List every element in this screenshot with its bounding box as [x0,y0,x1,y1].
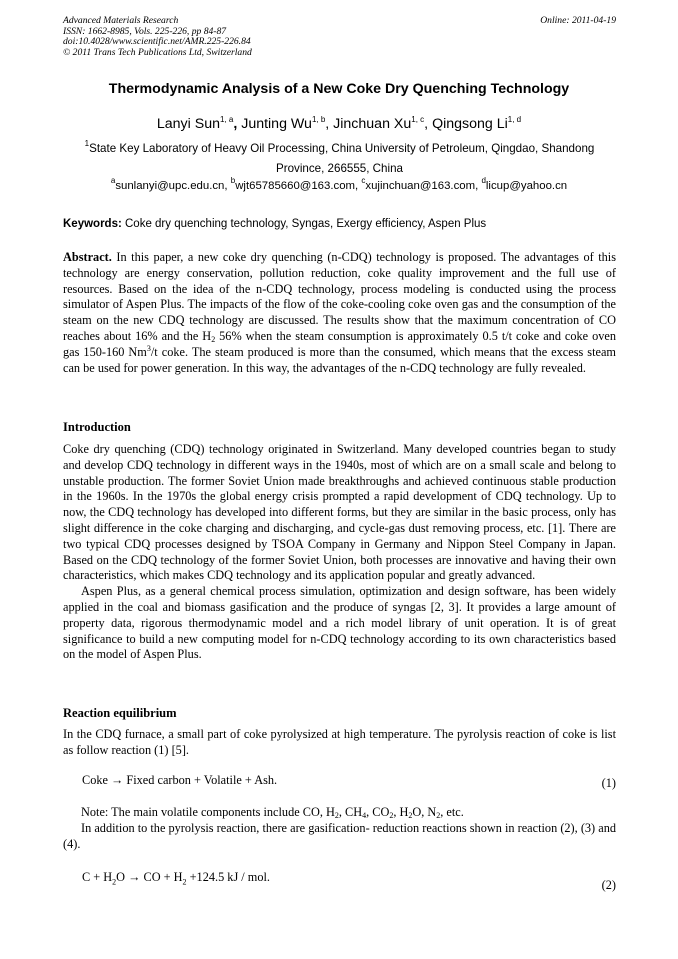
copyright-line: © 2011 Trans Tech Publications Ltd, Switzerland [63,46,252,58]
equation-number: (2) [601,878,616,892]
superscript: 3 [146,343,151,353]
subscript: 2 [389,811,394,820]
equation-text: C + H [82,870,113,884]
paragraph: Aspen Plus, as a general chemical process simulation, optimization and design software, has been widely applied in the coal and biomass gasification and the produce of syngas [2, 3]. It provides a large amount of property data, rigorous thermodynamic model and a rich model library of unit operation. It is of great significance to build a new computing model for n-CDQ technology according to its own characteristics based on the model of Aspen Plus. [63,584,616,662]
note-paragraph [63,805,616,821]
author-sup: 1, b [311,115,326,124]
subscript: 2 [334,811,339,820]
abstract-label: Abstract. [63,250,112,264]
note-text: , CO [366,805,390,819]
paragraph: In the CDQ furnace, a small part of coke pyrolysized at high temperature. The pyrolysis reaction of coke is list as follow reaction (1) [5]. [63,727,616,757]
paragraph: In addition to the pyrolysis reaction, there are gasification- reduction reactions shown in reaction (2), (3) and (4). [63,820,616,851]
equation-text: O → CO + H [116,870,183,884]
abstract-text: 56% when the steam consumption is approximately 0.5 t/t coke and coke oven gas 150-160 Nm [63,328,617,359]
subscript: 2 [408,811,413,820]
email-sup: b [230,176,236,185]
email-address[interactable]: sunlanyi@upc.edu.cn, [115,180,228,192]
note-text: , etc. [440,805,464,819]
email-sup: c [361,176,366,185]
author-sup: 1, a [219,115,234,124]
reaction-note [63,805,616,852]
author-list: Lanyi Sun$^{1, a}$, Junting Wu$^{1, b}$, Jinchuan Xu$^{1, c}$, Qingsong Li$^{1, d}$ [156,115,522,132]
paper-title: Thermodynamic Analysis of a New Coke Dry Quenching Technology [108,81,570,97]
subscript: 2 [436,811,441,820]
author-sup: 1, d [507,115,522,124]
reaction-paragraph [63,727,616,759]
note-text: Note: The main volatile components include CO, H [81,805,335,819]
equation-text: +124.5 kJ / mol. [186,870,271,884]
author-name: Lanyi Sun [156,116,220,132]
email-sup: d [481,176,486,185]
email-address[interactable]: licup@yahoo.cn [485,180,568,192]
keywords [63,218,616,230]
affiliation-sup: 1 [84,139,90,148]
keywords-label: Keywords: [63,218,122,230]
email-address[interactable]: xujinchuan@163.com, [365,180,479,192]
equation-1 [82,773,616,788]
abstract-text: In this paper, a new coke dry quenching (n-CDQ) technology is proposed. The advantages of this technology are energy conservation, pollution reduction, coke quality improvement and the full use of resources. Based on the idea of the n-CDQ technology, process modeling is conducted using the process simulator of Aspen Plus. The impacts of the flow of the coke-cooling coke oven gas and the consumption of the steam on the new CDQ technology are discussed. The results show that the maximum concentration of CO reaches about 16% and the H [63,250,617,343]
affiliation-line1: State Key Laboratory of Heavy Oil Processing, China University of Petroleum, Qingdao, Shandong [89,142,595,155]
subscript: 2 [112,877,117,887]
email-list [40,176,638,192]
paragraph: Coke dry quenching (CDQ) technology originated in Switzerland. Many developed countries began to study and develop CDQ technology in different ways in the 1940s, most of which are on a small scale and belong to unstable production. The former Soviet Union made breakthroughs and achieved continuous stable production in the 1960s. In the 1970s the global energy crisis prompted a rapid development of CDQ technology. Up to now, the CDQ technology has developed into different forms, but they are similar in the basic process, only has slight difference in the coke charging and discharging, and cycle-gas dust removing process, etc. [1]. There are two typical CDQ processes designed by TSOA Company in Germany and Nippon Steel Company in Japan. Based on the CDQ technology of the former Soviet Union, both processes are innovative and having their own characteristics, which makes CDQ technology and its application popular and greatly advanced. [63,442,616,583]
subscript: 4 [362,811,367,820]
abstract [63,250,616,376]
note-text: O, N [412,805,437,819]
online-date: Online: 2011-04-19 [540,15,616,26]
journal-header [63,16,616,58]
affiliation [63,139,616,179]
author-name: Jinchuan Xu [333,116,412,132]
doi-line: doi:10.4028/www.scientific.net/AMR.225-226.84 [63,36,251,48]
author-sup: 1, c [411,115,425,124]
issn-line: ISSN: 1662-8985, Vols. 225-226, pp 84-87 [63,25,227,37]
keywords-text: Coke dry quenching technology, Syngas, Exergy efficiency, Aspen Plus [125,218,487,230]
subscript: 2 [182,877,187,887]
email-address[interactable]: wjt65785660@163.com, [235,180,359,192]
author-name: Qingsong Li [432,116,508,132]
section-heading-reaction-equilibrium: Reaction equilibrium [63,706,177,720]
abstract-text: /t coke. The steam produced is more than the consumed, which means that the excess steam can be used for power generation. In this way, the advantages of the n-CDQ technology are fully revealed. [63,344,616,375]
equation-text: Coke → Fixed carbon + Volatile + Ash. [82,773,278,787]
affiliation-line2: Province, 266555, China [276,162,403,175]
subscript: 2 [211,334,216,344]
journal-name: Advanced Materials Research [63,15,179,26]
introduction-body [63,442,616,663]
note-text: , H [393,805,409,819]
email-sup: a [110,176,116,185]
note-text: , CH [338,805,363,819]
equation-number: (1) [601,776,616,790]
equation-2 [82,870,616,892]
section-heading-introduction: Introduction [63,420,131,434]
author-name: Junting Wu [241,116,312,132]
